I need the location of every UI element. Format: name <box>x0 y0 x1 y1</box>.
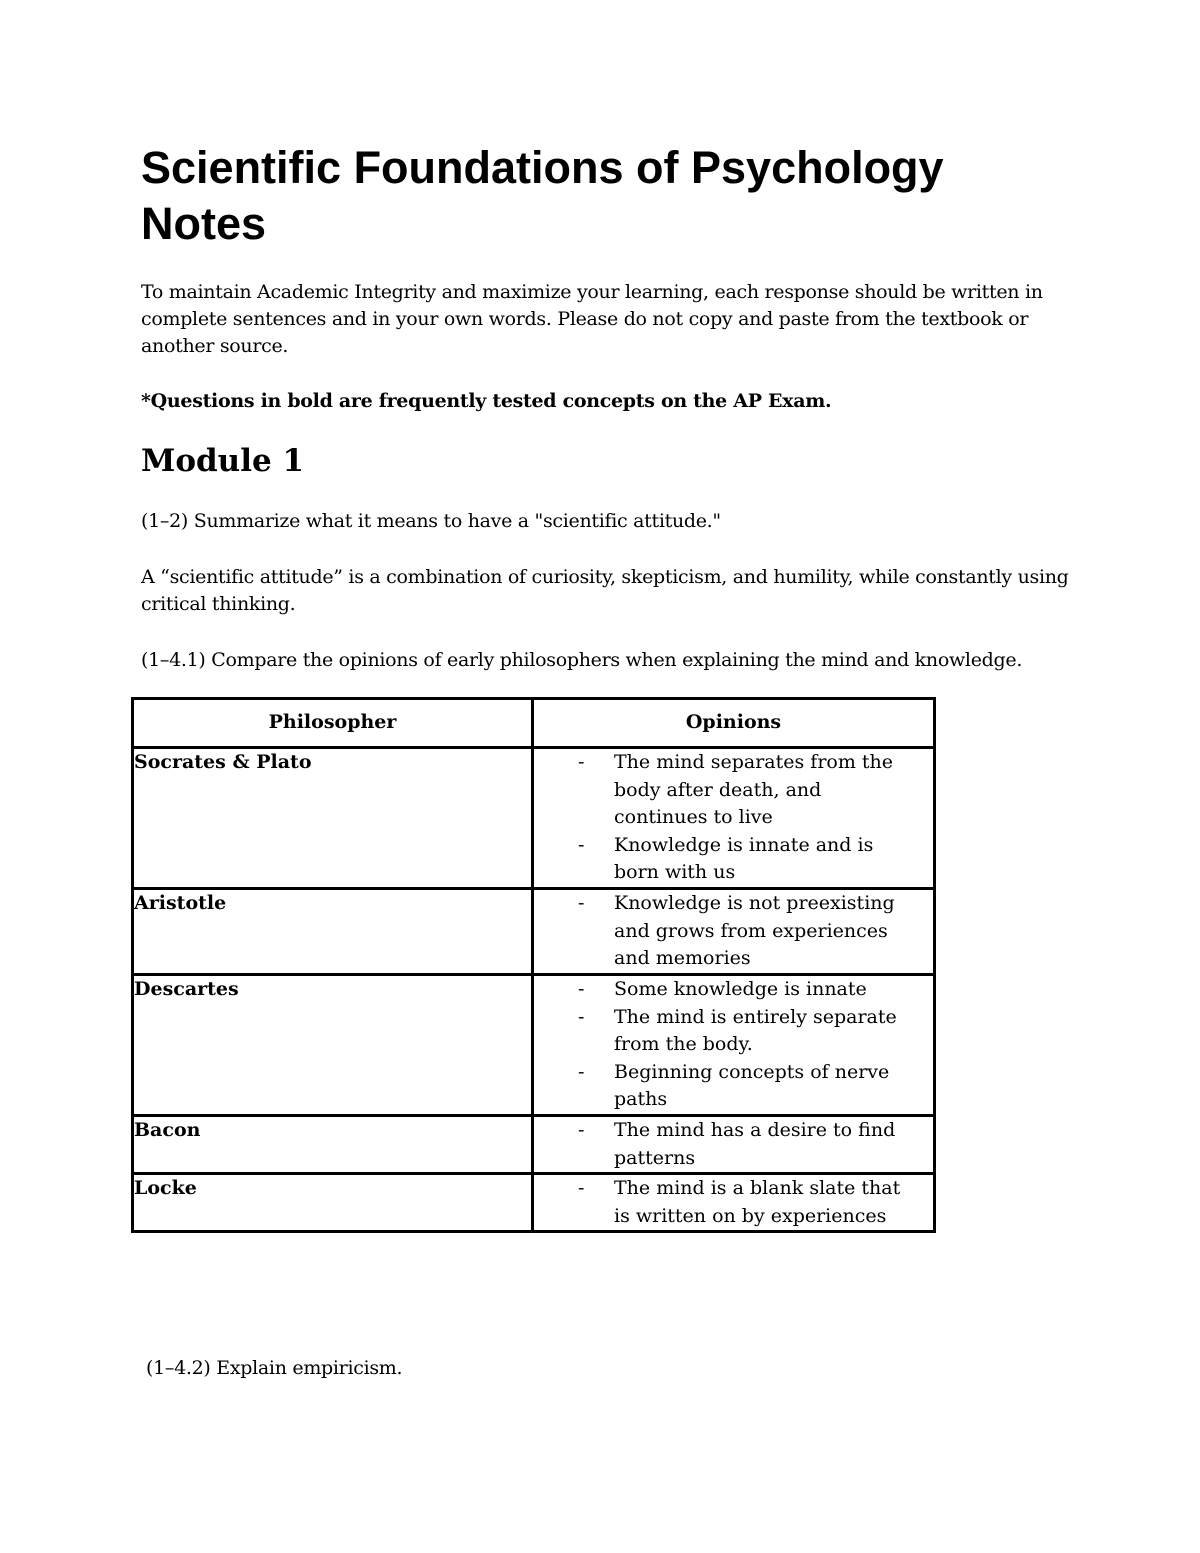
bullet-dash: - <box>578 1005 585 1028</box>
answer-1-2: A “scientific attitude” is a combination of curiosity, skepticism, and humility, while constantly using critical thinking. <box>141 566 1069 615</box>
header-philosopher: Philosopher <box>133 699 533 748</box>
intro-paragraph: To maintain Academic Integrity and maximize your learning, each response should be written in complete sentences and in your own words. Please do not copy and paste from the textbook or another source. <box>141 281 1043 357</box>
bullet-dash: - <box>578 833 585 856</box>
list-item <box>534 1175 933 1230</box>
header-opinions: Opinions <box>533 699 935 748</box>
opinion-text: The mind separates from the body after death, and continues to live <box>614 751 894 828</box>
opinions-list <box>534 1175 933 1230</box>
list-item <box>534 976 933 1004</box>
opinion-text: Beginning concepts of nerve paths <box>614 1060 890 1110</box>
opinion-text: The mind is entirely separate from the body. <box>614 1005 897 1055</box>
list-item <box>534 890 933 973</box>
list-item <box>534 832 933 887</box>
opinions-list <box>534 1117 933 1172</box>
opinion-text: Knowledge is innate and is born with us <box>614 833 874 883</box>
philosopher-name: Descartes <box>133 975 533 1116</box>
opinions-cell <box>533 889 935 975</box>
table-row <box>133 1174 935 1232</box>
opinions-cell <box>533 975 935 1116</box>
title-line-1: Scientific Foundations of Psychology <box>141 142 944 193</box>
table-row <box>133 975 935 1116</box>
philosopher-name: Locke <box>133 1174 533 1232</box>
question-1-2: (1–2) Summarize what it means to have a "scientific attitude." <box>141 510 721 532</box>
opinion-text: The mind is a blank slate that is written on by experiences <box>614 1177 901 1227</box>
opinions-list <box>534 890 933 973</box>
philosopher-name: Socrates & Plato <box>133 748 533 889</box>
opinions-cell <box>533 1116 935 1174</box>
opinion-text: The mind has a desire to find patterns <box>614 1119 896 1169</box>
question-1-4-1: (1–4.1) Compare the opinions of early philosophers when explaining the mind and knowledge. <box>141 649 1023 671</box>
table-row <box>133 889 935 975</box>
question-1-4-2: (1–4.2) Explain empiricism. <box>146 1357 403 1379</box>
opinions-cell <box>533 748 935 889</box>
opinions-list <box>534 976 933 1114</box>
bullet-dash: - <box>578 751 585 773</box>
module-heading: Module 1 <box>141 443 305 479</box>
bullet-dash: - <box>578 1060 585 1083</box>
title-line-2: Notes <box>141 198 267 249</box>
opinion-text: Knowledge is not preexisting and grows from experiences and memories <box>614 892 895 969</box>
list-item <box>534 749 933 832</box>
table-row <box>133 1116 935 1174</box>
bullet-dash: - <box>578 978 585 1000</box>
list-item <box>534 1117 933 1172</box>
bold-note: *Questions in bold are frequently tested concepts on the AP Exam. <box>141 390 832 412</box>
table-row <box>133 748 935 889</box>
bullet-dash: - <box>578 1177 585 1199</box>
bullet-dash: - <box>578 1119 585 1141</box>
opinions-cell <box>533 1174 935 1232</box>
philosophers-table <box>131 697 936 1233</box>
document-title <box>141 140 1081 252</box>
bullet-dash: - <box>578 892 585 914</box>
list-item <box>534 1004 933 1059</box>
table-header-row <box>133 699 935 748</box>
philosopher-name: Bacon <box>133 1116 533 1174</box>
opinion-text: Some knowledge is innate <box>614 978 867 1000</box>
list-item <box>534 1059 933 1114</box>
opinions-list <box>534 749 933 887</box>
philosopher-name: Aristotle <box>133 889 533 975</box>
